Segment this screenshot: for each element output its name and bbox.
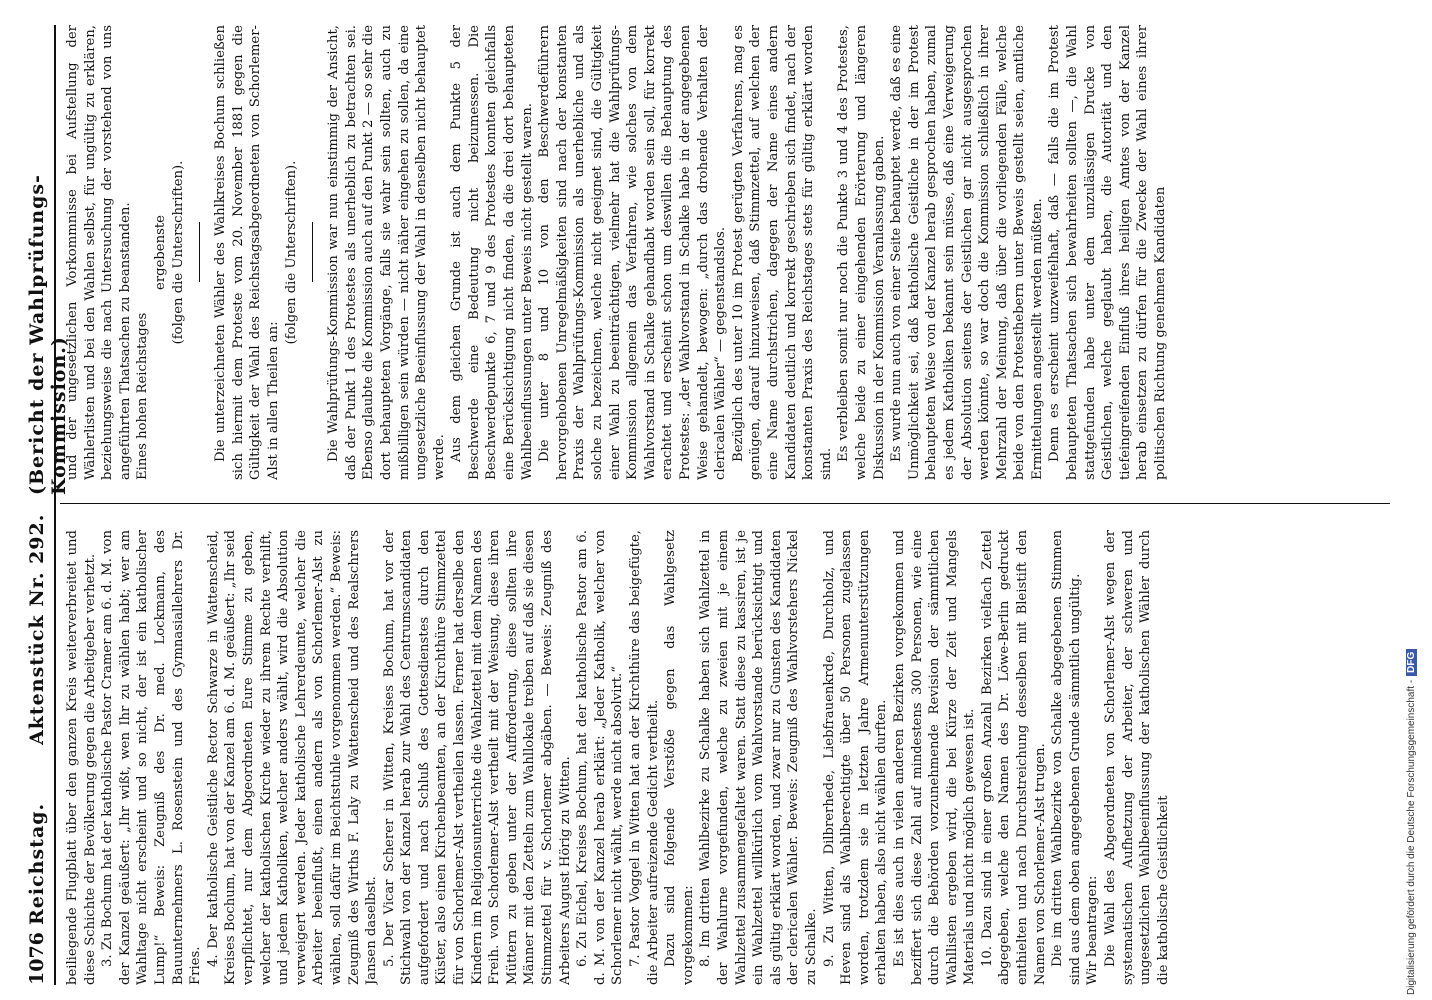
paragraph: 9. Zu Witten, Dilbrerhede, Liebfrauenkrde, Durchholz, und Heven sind als Wahlberechtigte über 50 Personen zugelassen worden, trotzdem sie in letzten Jahre Armenunterstützungen erhalten haben, also nicht wählen durften. xyxy=(821,530,890,985)
document-number: Aktenstück Nr. 292. xyxy=(26,513,48,745)
paragraph: Die unter 8 und 10 von den Beschwerdeführern hervorgehobenen Unregelmäßigkeiten sind nach der konstanten Praxis der Wahlprüfungs-Kommission als unerhebliche und als solche zu bezeichnen, welche nicht geeignet sind, die Gültigkeit einer Wahl zu beeinträchtigen, vielmehr hat die Wahlprüfungs-Kommission allgemein das Verfahren, wie solches von dem Wahlvorstand in Schalke gehandhabt worden sein soll, für korrekt erachtet und erscheint schon um deswillen die Behauptung des Protestes: „der Wahlvorstand in Schalke habe in der angegebenen Weise gehandelt, bewogen: „durch das drohende Verhalten der clericalen Wähler“ — gegenstandslos. xyxy=(537,25,729,480)
page-header xyxy=(20,25,70,985)
paragraph: 6. Zu Eichel, Kreises Bochum, hat der katholische Pastor am 6. d. M. von der Kanzel herab erklärt: „Jeder Katholik, welcher von Schorlemer nicht wählt, werde nicht absolvirt.“ xyxy=(575,530,626,985)
paragraph: 3. Zu Bochum hat der katholische Pastor Cramer am 6. d. M. von der Kanzel geäußert: „Ihr wißt, wen Ihr zu wählen habt; wer am Wahltage nicht erscheint und so nicht, der ist ein katholischer Lump!“ Beweis: Zeugniß des Dr. med. Lockmann, des Bauunternehmers L. Rosenstein und des Gymnasiallehrers Dr. Fries. xyxy=(100,530,204,985)
paragraph: Aus dem gleichen Grunde ist auch dem Punkte 5 der Beschwerde eine Bedeutung nicht beizumessen. Die Beschwerdepunkte 6, 7 und 9 des Protestes konnten gleichfalls eine Berücksichtigung nicht finden, da die drei dort behaupteten Wahlbeeinflussungen unter Beweis nicht gestellt waren. xyxy=(449,25,535,480)
right-column xyxy=(64,25,1394,480)
paragraph: Es verbleiben somit nur noch die Punkte 3 und 4 des Protestes, welche beide zu einer eingehenden Erörterung und längeren Diskussion in der Kommission Veranlassung gaben. xyxy=(836,25,887,480)
paragraph: 4. Der katholische Geistliche Rector Schwarze in Wattenscheid, Kreises Bochum, hat von der Kanzel am 6. d. M. geäußert: „Ihr seid verpflichtet, nur dem Abgeordneten Eure Stimme zu geben, welcher der katholischen Kirche wieder zu ihrem Rechte verhilft, und jedem Katholiken, welcher anders wählt, wird die Absolution verweigert werden. Jeder katholische Lehrerdeumte, welcher die Arbeiter beeinflußt, einen andern als von Schorlemer-Alst zu wählen, soll dafür im Beichtstuhle vorgenommen werden.“ Beweis: Zeugniß des Wirths F. Laly zu Wattenscheid und des Realschrers Jansen daselbst. xyxy=(205,530,380,985)
column-divider xyxy=(60,503,1390,504)
left-column xyxy=(64,530,1394,985)
closing: ergebenste xyxy=(152,215,168,290)
paragraph: beiliegende Flugblatt über den ganzen Kreis weiterverbreitet und diese Schichte der Bevölkerung gegen die Arbeitgeber verhetzt. xyxy=(65,530,98,985)
paragraph: 5. Der Vicar Scherer in Witten, Kreises Bochum, hat vor der Stichwahl von der Kanzel herab zur Wahl des Centrumscandidaten aufgefordert und nach Schluß des Gottesdienstes durch den Küster, also einen Kirchenbeamten, an der Kirchthüre Stimmzettel für von Schorlemer-Alst vertheilen lassen. Ferner hat derselbe den Kindern im Religionsunterrichte die Wahlzettel mit dem Namen des Freih. von Schorlemer-Alst vertheilt mit der Weisung, diese ihren Müttern zu geben unter der Aufforderung, diese sollten ihre Männer mit den Zetteln zum Wahllokale treiben auf daß sie diesen Stimmzettel für v. Schorlemer abgäben. — Beweis: Zeugniß des Arbeiters August Hörig zu Witten. xyxy=(381,530,573,985)
separator-rule xyxy=(199,223,200,283)
page-number: 1076 xyxy=(26,932,48,985)
paragraph: Denn es erscheint unzweifelhaft, daß — falls die im Protest behaupteten Thatsachen sich bewahrheiten sollten —, die Wahl stattgefunden habe unter dem unzulässigen Drucke von Geistlichen, welche geglaubt haben, die Autorität und den tiefeingreifenden Einfluß ihres heiligen Amtes von der Kanzel herab einsetzen zu dürfen für die Zwecke der Wahl eines ihrer politischen Richtung genehmen Kandidaten xyxy=(1047,25,1169,480)
paragraph: 8. Im dritten Wahlbezirke zu Schalke haben sich Wahlzettel in der Wahlurne vorgefunden, welche zu zweien mit je einem Wahlzettel zusammengefaltet waren. Statt diese zu kassiren, ist je ein Wahlzettel willkürlich vom Wahlvorstande berücksichtigt und als gültig erklärt worden, und zwar nur zu Gunsten des Kandidaten der clericalen Wähler. Beweis: Zeugniß des Wahlvorstehers Nickel zu Schalke. xyxy=(698,530,819,985)
running-title: Reichstag. xyxy=(26,802,48,925)
paragraph: Es wurde nun auch von einer Seite behauptet werde, daß es eine Unmöglichkeit sei, daß katholische Geistliche in der im Protest behaupteten Weise von der Kanzel herab gesprochen haben, zumal es jedem Katholiken bekannt sein müsse, daß eine Verweigerung der Absolution seitens der Geistlichen gar nicht ausgesprochen werden könnte, so war doch die Kommission schließlich in ihrer Mehrzahl der Meinung, daß über die vorliegenden Fälle, welche beide von den Protesthebern unter Beweis gestellt seien, amtliche Ermittelungen angestellt werden müßten. xyxy=(889,25,1045,480)
signatures-note: (folgen die Unterschriften). xyxy=(283,160,299,345)
paragraph: Die unterzeichneten Wähler des Wahlkreises Bochum schließen sich hiermit dem Proteste vom 20. November 1881 gegen die Gültigkeit der Wahl des Reichstagsabgeordneten von Schorlemer-Alst in allen Theilen an: xyxy=(213,25,281,480)
paragraph: Wir beantragen: xyxy=(1085,875,1101,985)
signatures-note: (folgen die Unterschriften). xyxy=(170,160,186,345)
paragraph: Die Wahl des Abgeordneten von Schorlemer-Alst wegen der systematischen Aufhetzung der Arbeiter, der schweren und ungesetzlichen Wahlbeeinflussung der katholischen Wähler durch die katholische Geistlichkeit xyxy=(1103,530,1171,985)
paragraph: Bezüglich des unter 10 im Protest gerügten Verfahrens, mag es genügen, darauf hinzuweisen, daß Stimmzettel, auf welchen der eine Name durchstrichen, dagegen der Name eines andern Kandidaten deutlich und korrekt geschrieben sich findet, nach der konstanten Praxis des Reichstages stets für gültig erklärt worden sind. xyxy=(730,25,834,480)
dfg-logo: DFG xyxy=(1406,649,1417,676)
section-rubric: (Bericht der Wahlprüfungs-Kommission.) xyxy=(26,174,70,495)
paragraph: Es ist dies auch in vielen anderen Bezirken vorgekommen und beziffert sich diese Zahl auf mindestens 300 Personen, wie eine durch die Behörden vorzunehmende Revision der sämmtlichen Wahllisten ergeben wird, die bei Kürze der Zeit und Mangels Materials und nicht möglich gewesen ist. xyxy=(891,530,978,985)
paragraph: Die im dritten Wahlbezirke von Schalke abgegebenen Stimmen sind aus dem oben angegebenen Grunde sämmtlich ungültig. xyxy=(1050,530,1083,985)
paragraph: Die Wahlprüfungs-Kommission war nun einstimmig der Ansicht, daß der Punkt 1 des Protestes als unerheblich zu betrachten sei. Ebenso glaubte die Kommission auch auf den Punkt 2 — so sehr die dort behaupteten Vorgänge, falls sie wahr sein sollten, auch zu mißbilligen sein würden — nicht näher eingehen zu sollen, da eine ungesetzliche Beeinflussung der Wahl in denselben nicht behauptet werde. xyxy=(326,25,447,480)
paragraph: und der ungesetzlichen Vorkommnisse bei Aufstellung der Wählerlisten und bei den Wahlen selbst, für ungültig zu erklären, beziehungsweise die nach Untersuchung der vorstehend von uns angeführten Thatsachen zu beanstanden. xyxy=(65,25,133,480)
paragraph: 10. Dazu sind in einer großen Anzahl Bezirken vielfach Zettel abgegeben, welche den Namen des Dr. Löwe-Berlin gedruckt enthielten und nach Durchstreichung desselben mit Bleistift den Namen von Schorlemer-Alst trugen. xyxy=(979,530,1048,985)
separator-rule xyxy=(312,223,313,283)
paragraph: Dazu sind folgende Verstöße gegen das Wahlgesetz vorgekommen: xyxy=(663,530,696,985)
salutation: Eines hohen Reichstages xyxy=(135,312,151,480)
dfg-notice: Digitalisierung gefördert durch die Deutsche Forschungsgemeinschaft - xyxy=(1406,679,1417,995)
dfg-credit xyxy=(1406,0,1424,1000)
rotated-page-content xyxy=(20,25,1400,985)
paragraph: 7. Pastor Voggel in Witten hat an der Kirchthüre das beigefügte, die Arbeiter aufreizende Gedicht vertheilt. xyxy=(628,530,661,985)
